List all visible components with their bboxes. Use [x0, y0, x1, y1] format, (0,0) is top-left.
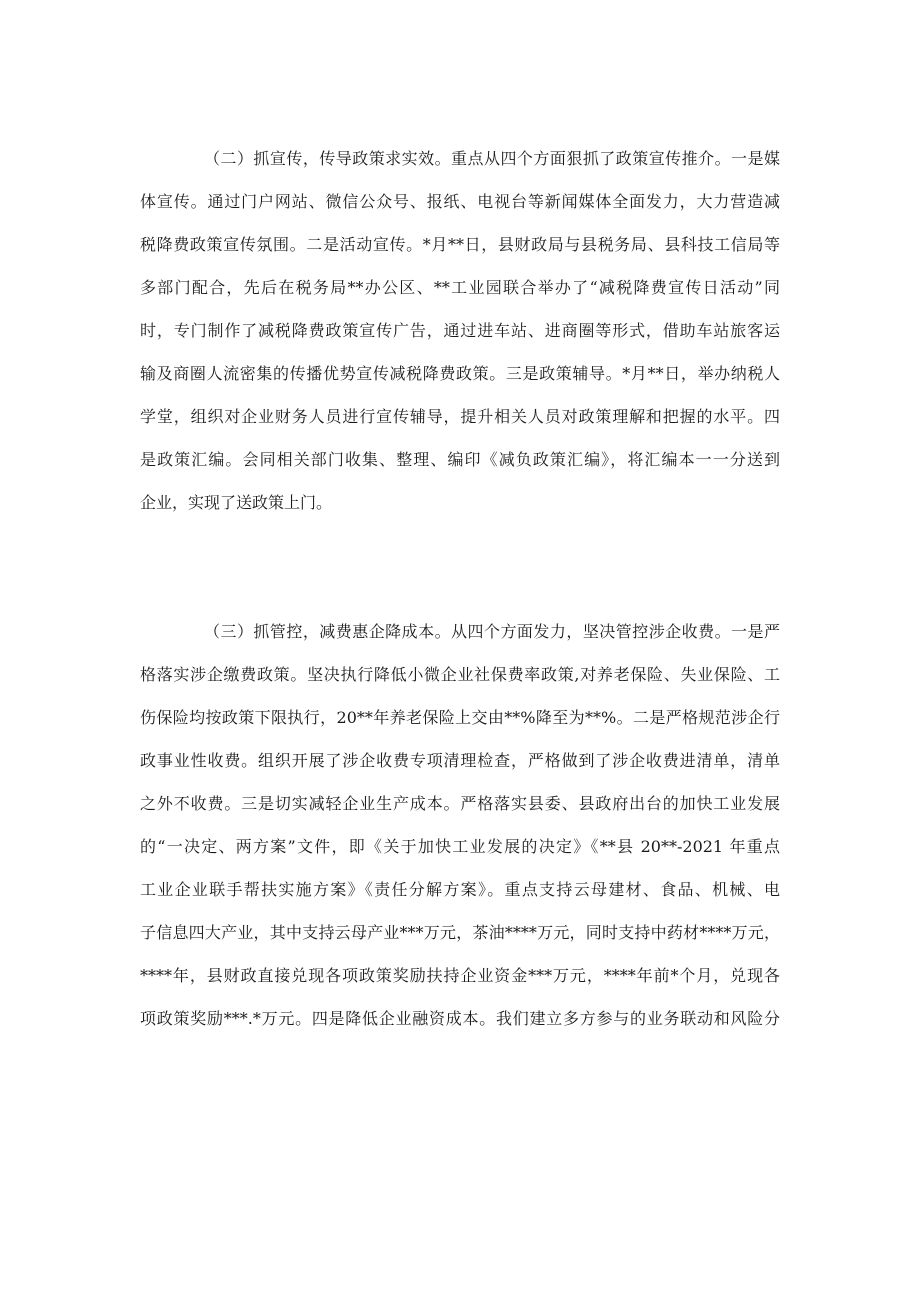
paragraph-line: ****年，县财政直接兑现各项政策奖励扶持企业资金***万元，****年前*个月，兑现各: [140, 966, 780, 985]
paragraph-publicity: [140, 137, 780, 524]
paragraph-line: 税降费政策宣传氛围。二是活动宣传。*月**日，县财政局与县税务局、县科技工信局等: [140, 235, 780, 254]
paragraph-line: 政事业性收费。组织开展了涉企收费专项清理检查，严格做到了涉企收费进清单，清单: [140, 751, 780, 770]
paragraph-line: 输及商圈人流密集的传播优势宣传减税降费政策。三是政策辅导。*月**日，举办纳税人: [140, 364, 780, 383]
paragraph-line: 之外不收费。三是切实减轻企业生产成本。严格落实县委、县政府出台的加快工业发展: [140, 794, 780, 813]
paragraph-line: 工业企业联手帮扶实施方案》《责任分解方案》。重点支持云母建材、食品、机械、电: [140, 880, 780, 899]
paragraph-line: 项政策奖励***.*万元。四是降低企业融资成本。我们建立多方参与的业务联动和风险分: [140, 1009, 780, 1028]
paragraph-line: （三）抓管控，减费惠企降成本。从四个方面发力，坚决管控涉企收费。一是严: [204, 622, 780, 641]
paragraph-line: 体宣传。通过门户网站、微信公众号、报纸、电视台等新闻媒体全面发力，大力营造减: [140, 192, 780, 211]
paragraph-line: 的“一决定、两方案”文件，即《关于加快工业发展的决定》《**县 20**-2021 年重点: [140, 837, 780, 856]
paragraph-line: （二）抓宣传，传导政策求实效。重点从四个方面狠抓了政策宣传推介。一是媒: [204, 149, 780, 168]
paragraph-line: 企业，实现了送政策上门。: [140, 493, 333, 512]
paragraph-line: 时，专门制作了减税降费政策宣传广告，通过进车站、进商圈等形式，借助车站旅客运: [140, 321, 780, 340]
paragraph-cost-control: [140, 610, 780, 1040]
paragraph-line: 格落实涉企缴费政策。坚决执行降低小微企业社保费率政策,对养老保险、失业保险、工: [140, 665, 780, 684]
paragraph-line: 多部门配合，先后在税务局**办公区、**工业园联合举办了“减税降费宣传日活动”同: [140, 278, 780, 297]
paragraph-line: 伤保险均按政策下限执行，20**年养老保险上交由**%降至为**%。二是严格规范涉企行: [140, 708, 780, 727]
paragraph-line: 子信息四大产业，其中支持云母产业***万元，茶油****万元，同时支持中药材****万元，: [140, 923, 780, 942]
paragraph-line: 学堂，组织对企业财务人员进行宣传辅导，提升相关人员对政策理解和把握的水平。四: [140, 407, 780, 426]
paragraph-line: 是政策汇编。会同相关部门收集、整理、编印《减负政策汇编》，将汇编本一一分送到: [140, 450, 780, 469]
